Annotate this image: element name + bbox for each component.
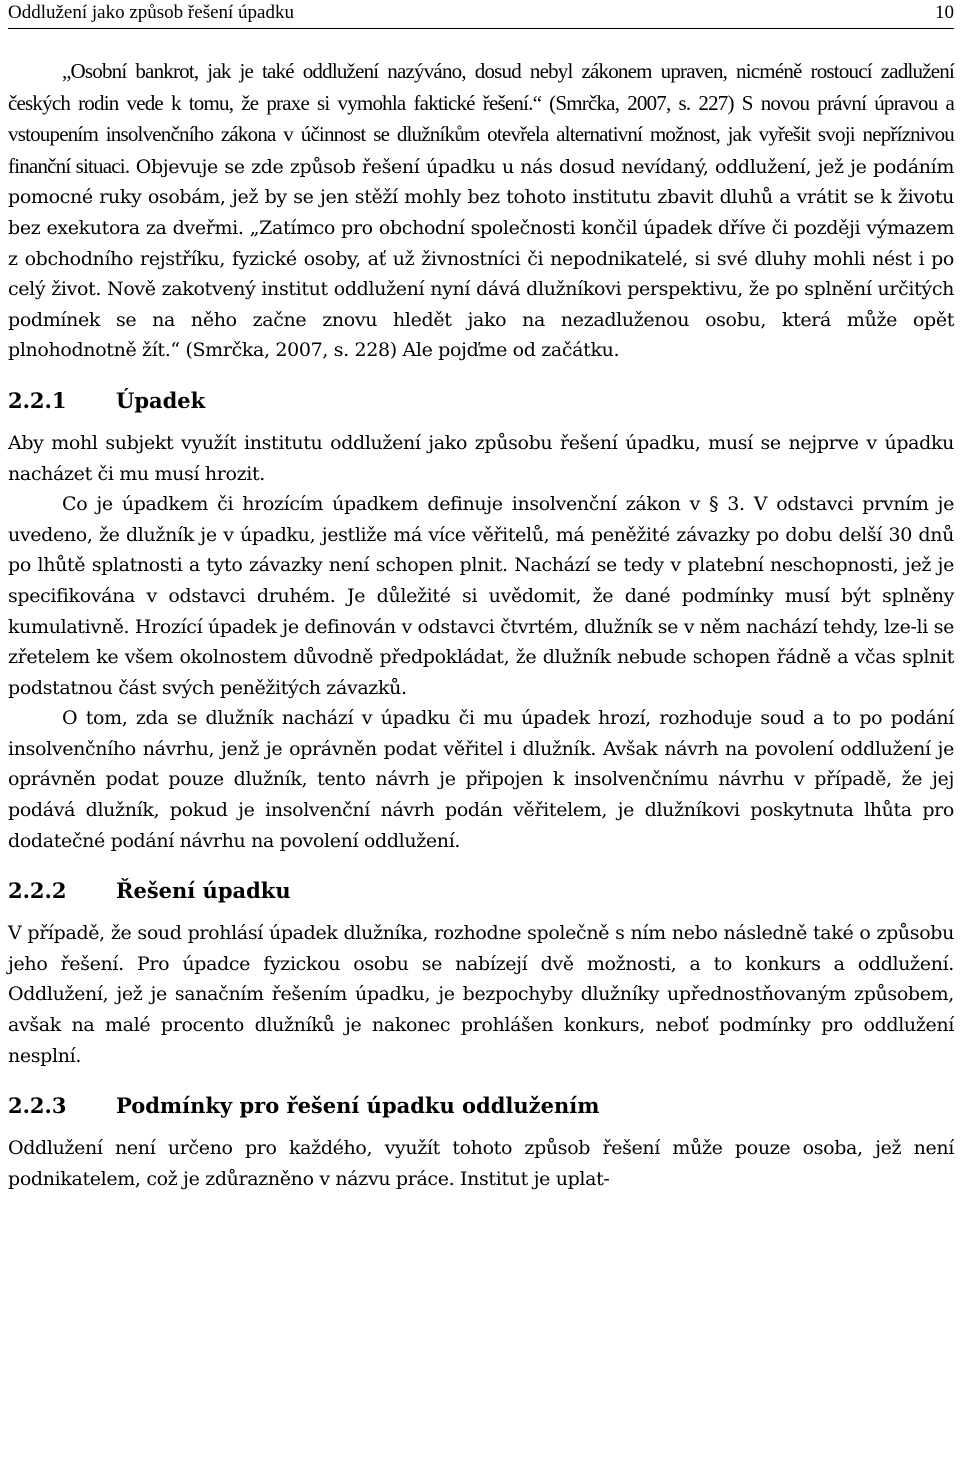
section-heading-podminky [8, 1091, 954, 1121]
intro-quote-2: „Zatímco pro obchodní společnosti končil úpadek dříve či později výmazem z obchodního rejstříku, fyzické osoby, ať už živnostníci či nepodnikatelé, si své dluhy mohli nést i po celý život. Nově zakotvený institut oddlužení nyní dává dlužníkovi perspektivu, že po splnění určitých podmínek se na něho začne znovu hledět jako na nezadluženou osobu, která může opět plnohodnotně žít.“ (Smrčka, 2007, s. 228) Ale pojďme od začátku. [8, 216, 954, 362]
section-heading-upadek [8, 386, 954, 416]
paragraph: Co je úpadkem či hrozícím úpadkem definuje insolvenční zákon v § 3. V odstavci prvním je uvedeno, že dlužník je v úpadku, jestliže má více věřitelů, má peněžité závazky po dobu delší 30 dnů po lhůtě splatnosti a tyto závazky není schopen plnit. Nachází se tedy v platební neschopnosti, jež je specifikována v odstavci druhém. Je důležité si uvědomit, že dané podmínky musí být splněny kumulativně. Hrozící úpadek je definován v odstavci čtvrtém, dlužník se v něm nachází tehdy, lze-li se zřetelem ke všem okolnostem důvodně předpokládat, že dlužník nebude schopen řádně a včas splnit podstatnou část svých peněžitých závazků. [8, 493, 954, 699]
paragraph: Oddlužení není určeno pro každého, využít tohoto způsob řešení může pouze osoba, jež není podnikatelem, což je zdůrazněno v názvu práce. Institut je uplat- [8, 1137, 954, 1190]
paragraph: Aby mohl subjekt využít institutu oddlužení jako způsobu řešení úpadku, musí se nejprve v úpadku nacházet či mu musí hrozit. [8, 431, 954, 485]
section-title: Řešení úpadku [116, 878, 291, 904]
section-number: 2.2.3 [8, 1093, 67, 1119]
section-number: 2.2.2 [8, 878, 67, 904]
header-title: Oddlužení jako způsob řešení úpadku [8, 2, 294, 23]
intro-text: Objevuje se zde způsob řešení úpadku u nás dosud nevídaný, oddlužení, jež je podáním pomocné ruky osobám, jež by se jen stěží mohly bez tohoto institutu zbavit dluhů a vrátit se k životu bez exekutora za dveřmi. [8, 155, 954, 239]
page-number: 10 [935, 2, 954, 23]
section-title: Podmínky pro řešení úpadku oddlužením [116, 1093, 600, 1119]
running-header [8, 0, 954, 29]
document-body [8, 44, 954, 1194]
intro-paragraph [8, 56, 954, 366]
section-number: 2.2.1 [8, 387, 67, 413]
section-heading-reseni-upadku [8, 876, 954, 906]
paragraph: V případě, že soud prohlásí úpadek dlužníka, rozhodne společně s ním nebo následně také o způsobu jeho řešení. Pro úpadce fyzickou osobu se nabízejí dvě možnosti, a to konkurs a oddlužení. Oddlužení, jež je sanačním řešením úpadku, je bezpochyby dlužníky upřednostňovaným způsobem, avšak na malé procento dlužníků je nakonec prohlášen konkurs, neboť podmínky pro oddlužení nesplní. [8, 922, 954, 1067]
paragraph: O tom, zda se dlužník nachází v úpadku či mu úpadek hrozí, rozhoduje soud a to po podání insolvenčního návrhu, jenž je oprávněn podat věřitel i dlužník. Avšak návrh na povolení oddlužení je oprávněn podat pouze dlužník, tento návrh je připojen k insolvenčnímu návrhu v případě, že jej podává dlužník, pokud je insolvenční návrh podán věřitelem, je dlužníkovi poskytnuta lhůta pro dodatečné podání návrhu na povolení oddlužení. [8, 707, 954, 852]
section-title: Úpadek [116, 387, 206, 413]
intro-quote-1: „Osobní bankrot, jak je také oddlužení nazýváno, dosud nebyl zákonem upraven, nicméně rostoucí zadlužení českých rodin vede k tomu, že praxe si vymohla faktické řešení.“ (Smrčka, 2007, s. 227) S novou právní úpravou a vstoupením insolvenčního zákona v účinnost se dlužníkům otevřela alternativní možnost, jak vyřešit svoji nepříznivou finanční situaci. [8, 59, 954, 178]
